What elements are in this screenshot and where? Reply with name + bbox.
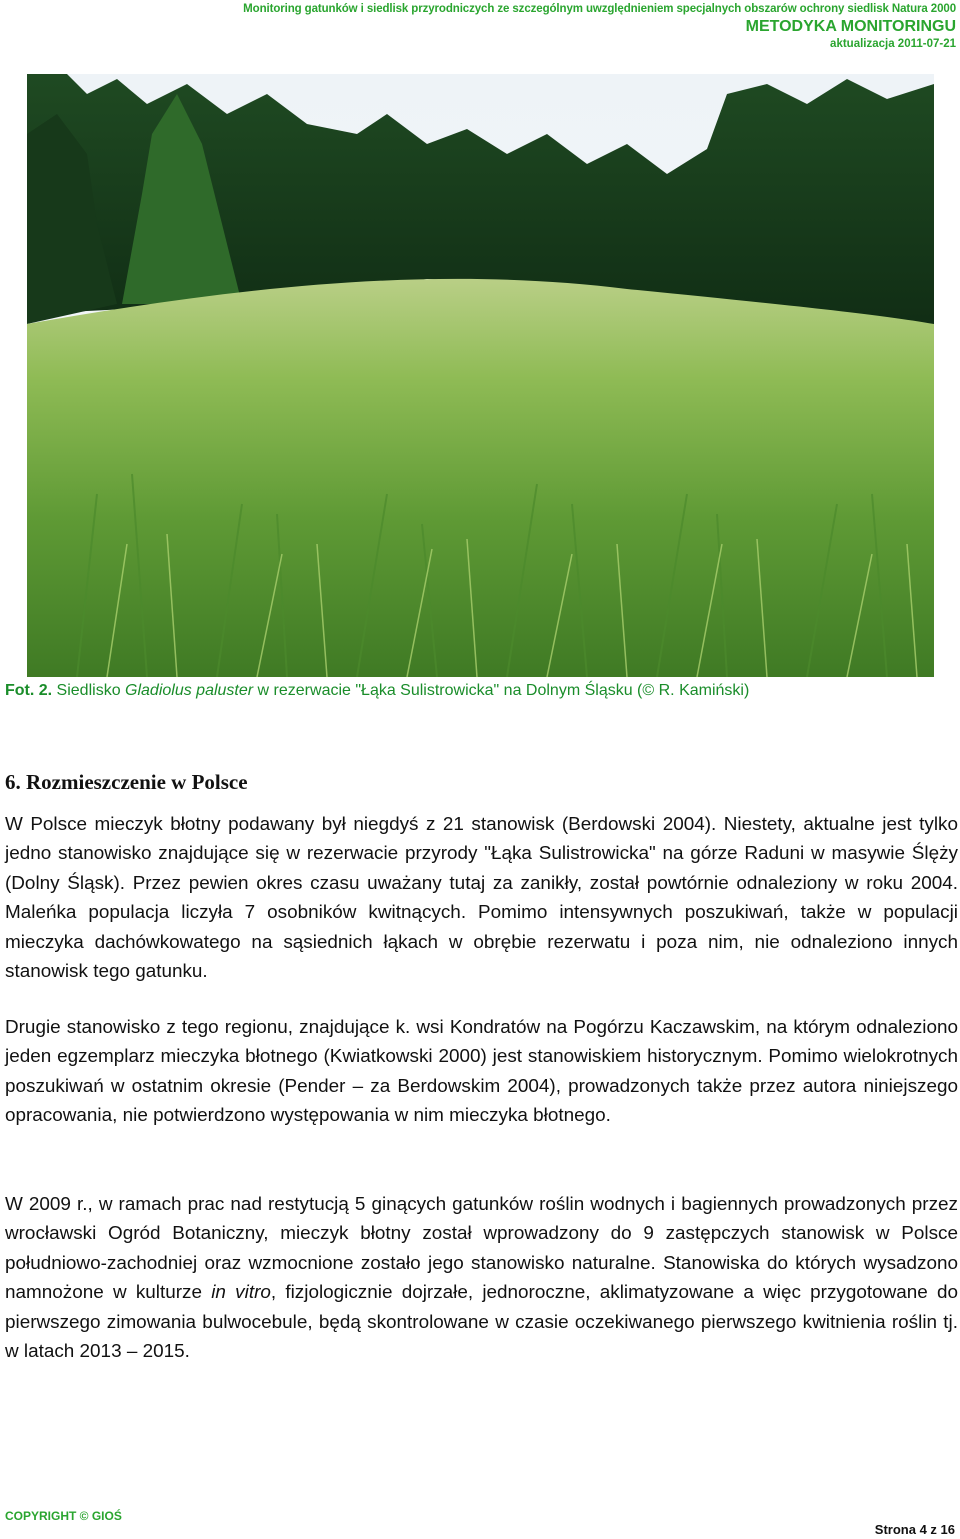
paragraph-3-italic: in vitro (211, 1282, 271, 1304)
header-title: Monitoring gatunków i siedlisk przyrodniczych ze szczególnym uwzględnieniem specjalnych obszarów ochrony siedlisk Natura 2000 (243, 3, 956, 15)
figure-label: Fot. (5, 682, 39, 699)
paragraph-1: W Polsce mieczyk błotny podawany był niegdyś z 21 stanowisk (Berdowski 2004). Niestety, aktualne jest tylko jedno stanowisko znajdujące się w rezerwacie przyrody "Łąka Sulistrowicka" na górze Raduni w masywie Ślęży (Dolny Śląsk). Przez pewien okres czasu uważany tutaj za zanikły, został powtórnie odnaleziony w roku 2004. Maleńka populacja liczyła 7 osobników kwitnących. Pomimo intensywnych poszukiwań, także w populacji mieczyka dachówkowatego na sąsiednich łąkach w obrębie rezerwatu i poza nim, nie odnaleziono innych stanowisk tego gatunku. (5, 814, 958, 983)
caption-species: Gladiolus paluster (125, 682, 254, 699)
page-number: Strona 4 z 16 (874, 1522, 955, 1537)
paragraph-3 (5, 1190, 958, 1366)
caption-text-after: w rezerwacie "Łąka Sulistrowicka" na Dolnym Śląsku (© R. Kamiński) (253, 682, 750, 699)
header-methodology: METODYKA MONITORINGU (745, 18, 956, 35)
meadow-photo (27, 74, 934, 677)
header-update-date: aktualizacja 2011-07-21 (830, 38, 956, 50)
figure-number: 2. (38, 682, 53, 699)
caption-text-before: Siedlisko (52, 682, 126, 699)
paragraph-3-part-a: W 2009 r., w ramach prac nad restytucją 5 ginących gatunków roślin wodnych i bagiennych prowadzonych przez wrocławski Ogród Botaniczny, mieczyk błotny został wprowadzony do 9 zastępczych stanowisk w Polsce południowo-zachodniej oraz wzmocnione zostało jego stanowisko naturalne. Stanowiska do których wysadzono namnożone w kulturze (5, 1194, 958, 1304)
paragraph-3-part-b: , fizjologicznie dojrzałe, jednoroczne, aklimatyzowane a więc przygotowane do pierwszego zimowania bulwocebule, będą skontrolowane w czasie oczekiwanego pierwszego kwitnienia roślin tj. w latach 2013 – 2015. (5, 1282, 959, 1363)
footer-copyright: COPYRIGHT © GIOŚ (5, 1509, 122, 1523)
figure-caption (5, 680, 749, 702)
section-title: 6. Rozmieszczenie w Polsce (5, 770, 248, 794)
paragraph-2: Drugie stanowisko z tego regionu, znajdujące k. wsi Kondratów na Pogórzu Kaczawskim, na którym odnaleziono jeden egzemplarz mieczyka błotnego (Kwiatkowski 2000) jest stanowiskiem historycznym. Pomimo wielokrotnych poszukiwań w ostatnim okresie (Pender – za Berdowskim 2004), prowadzonych także przez autora niniejszego opracowania, nie potwierdzono występowania w nim mieczyka błotnego. (5, 1017, 958, 1127)
